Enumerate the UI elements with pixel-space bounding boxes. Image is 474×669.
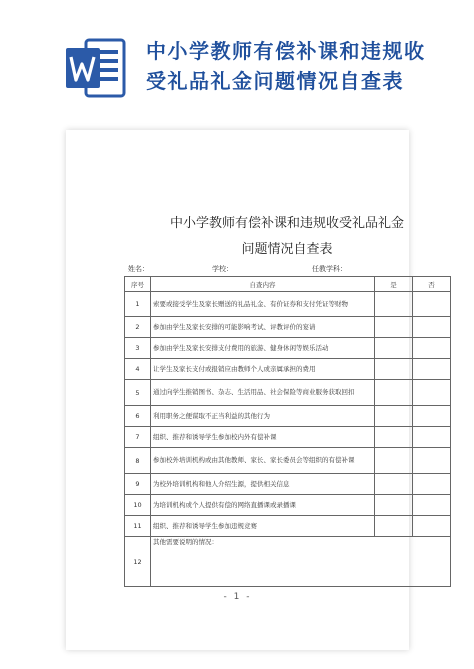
row-number: 8	[125, 448, 151, 474]
row-content: 参加校外培训机构或由其他教师、家长、家长委员会等组织的有偿补课	[151, 448, 375, 474]
row-content: 利用职务之便谋取不正当利益的其他行为	[151, 406, 375, 427]
row-content: 组织、推荐和诱导学生参加违规竞赛	[151, 516, 375, 537]
row-number: 2	[125, 317, 151, 338]
row-number: 9	[125, 474, 151, 495]
row-number: 12	[125, 537, 151, 587]
table-row	[125, 495, 451, 516]
no-cell[interactable]	[413, 406, 451, 427]
header-yes: 是	[375, 277, 413, 292]
row-content: 参加由学生及家长安排的可能影响考试、评教评价的宴请	[151, 317, 375, 338]
table-row	[125, 338, 451, 359]
page-number: - 1 -	[223, 592, 252, 602]
table-row	[125, 317, 451, 338]
document-title-line-2: 问题情况自查表	[241, 242, 333, 257]
document-page	[66, 130, 435, 650]
header-no-answer: 否	[413, 277, 451, 292]
row-number: 4	[125, 359, 151, 380]
yes-cell[interactable]	[375, 427, 413, 448]
no-cell[interactable]	[413, 427, 451, 448]
word-icon	[64, 36, 126, 100]
table-row	[125, 516, 451, 537]
row-number: 7	[125, 427, 151, 448]
row-number: 3	[125, 338, 151, 359]
no-cell[interactable]	[413, 516, 451, 537]
row-content: 参加由学生及家长安排支付费用的旅游、健身休闲等娱乐活动	[151, 338, 375, 359]
yes-cell[interactable]	[375, 338, 413, 359]
yes-cell[interactable]	[375, 292, 413, 317]
self-check-table	[124, 276, 451, 587]
row-content: 为培训机构或个人提供有偿的网络直播课或录播课	[151, 495, 375, 516]
other-notes-cell[interactable]: 其他需要说明的情况：	[151, 537, 451, 587]
yes-cell[interactable]	[375, 495, 413, 516]
yes-cell[interactable]	[375, 380, 413, 406]
row-content: 通过向学生推销图书、杂志、生活用品、社会保险等商业服务获取回扣	[151, 380, 375, 406]
table-row	[125, 359, 451, 380]
no-cell[interactable]	[413, 317, 451, 338]
row-content: 为校外培训机构和他人介绍生源，提供相关信息	[151, 474, 375, 495]
table-row	[125, 474, 451, 495]
no-cell[interactable]	[413, 448, 451, 474]
table-row	[125, 448, 451, 474]
row-number: 1	[125, 292, 151, 317]
no-cell[interactable]	[413, 338, 451, 359]
page-header	[0, 0, 474, 110]
table-row	[125, 380, 451, 406]
row-number: 11	[125, 516, 151, 537]
page-title	[146, 36, 464, 96]
page-title-line-2: 受礼品礼金问题情况自查表	[146, 69, 404, 93]
subject-label: 任教学科：	[312, 265, 347, 273]
yes-cell[interactable]	[375, 516, 413, 537]
no-cell[interactable]	[413, 495, 451, 516]
no-cell[interactable]	[413, 474, 451, 495]
table-row	[125, 537, 451, 587]
row-number: 6	[125, 406, 151, 427]
table-row	[125, 406, 451, 427]
row-number: 5	[125, 380, 151, 406]
document-title-line-1: 中小学教师有偿补课和违规收受礼品礼金	[169, 216, 404, 231]
school-label: 学校：	[212, 265, 233, 273]
row-content: 索要或接受学生及家长赠送的礼品礼金、有价证券和支付凭证等财物	[151, 292, 375, 317]
yes-cell[interactable]	[375, 359, 413, 380]
name-label: 姓名：	[128, 265, 149, 273]
header-content: 自查内容	[151, 277, 375, 292]
yes-cell[interactable]	[375, 317, 413, 338]
yes-cell[interactable]	[375, 448, 413, 474]
row-content: 让学生及家长支付或报销应由教师个人或亲属承担的费用	[151, 359, 375, 380]
yes-cell[interactable]	[375, 406, 413, 427]
header-no: 序号	[125, 277, 151, 292]
no-cell[interactable]	[413, 380, 451, 406]
no-cell[interactable]	[413, 292, 451, 317]
table-header-row	[125, 277, 451, 292]
table-row	[125, 427, 451, 448]
table-row	[125, 292, 451, 317]
row-number: 10	[125, 495, 151, 516]
page-title-line-1: 中小学教师有偿补课和违规收	[146, 39, 426, 63]
row-content: 组织、推荐和诱导学生参加校内外有偿补课	[151, 427, 375, 448]
no-cell[interactable]	[413, 359, 451, 380]
yes-cell[interactable]	[375, 474, 413, 495]
